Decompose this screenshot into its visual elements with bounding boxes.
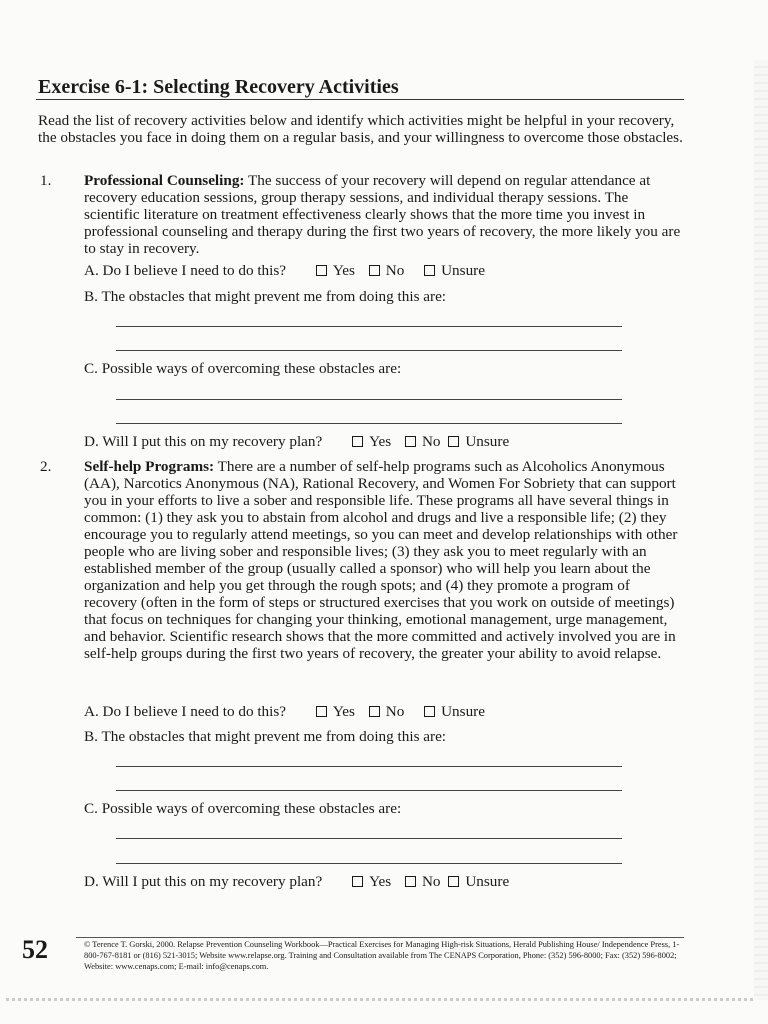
question-d [84,433,509,451]
option-yes[interactable]: Yes [352,433,391,451]
question-d [84,873,509,891]
item-heading: Self-help Programs: [84,458,215,475]
checkbox[interactable] [405,876,416,887]
checkbox[interactable] [448,876,459,887]
item-paragraph [84,172,684,257]
question-d-label: D. Will I put this on my recovery plan? [84,873,323,890]
checkbox[interactable] [369,706,380,717]
question-a [84,703,485,721]
checkbox[interactable] [424,706,435,717]
question-a-label: A. Do I believe I need to do this? [84,703,287,720]
item-body: There are a number of self-help programs such as Alcoholics Anonymous (AA), Narcotics Anonymous (NA), Rational Recovery, and Women For Sobriety that can support you in your efforts to live a sober and responsible life. These programs all have several things in common: (1) they ask you to abstain from alcohol and drugs and live a responsible life; (2) they encourage you to regularly attend meetings, so you can meet and develop relationships with other people who are living sober and responsible lives; (3) they ask you to meet regularly with an established member of the group (usually called a sponsor) who will help you learn about the organization and help you get through the rough spots; and (4) they promote a program of recovery (often in the form of steps or structured exercises that you work on outside of meetings) that focus on techniques for changing your thinking, emotional management, urge management, and behavior. Scientific research shows that the more committed and actively involved you are in self-help groups during the first two years of recovery, the greater your ability to avoid relapse. [84,458,678,662]
checkbox[interactable] [316,706,327,717]
write-in-line[interactable] [116,790,622,791]
write-in-line[interactable] [116,326,622,327]
checkbox[interactable] [369,265,380,276]
footer-citation: © Terence T. Gorski, 2000. Relapse Prevention Counseling Workbook—Practical Exercises for Managing High-risk Situations, Herald Publishing House/ Independence Press, 1-800-767-8181 or (816) 521-3015; Website www.relapse.org. Training and Consultation available from The CENAPS Corporation, Phone: (352) 596-8000; Fax: (352) 596-8002; Website: www.cenaps.com; E-mail: info@cenaps.com. [84,940,680,971]
checkbox[interactable] [424,265,435,276]
write-in-line[interactable] [116,399,622,400]
item-body: The success of your recovery will depend on regular attendance at recovery education sessions, group therapy sessions, and individual therapy sessions. The scientific literature on treatment effectiveness clearly shows that the more time you invest in professional counseling and therapy during the first two years of recovery, the more likely you are to stay in recovery. [84,172,681,257]
question-b: B. The obstacles that might prevent me from doing this are: [84,728,447,745]
footer-rule [76,937,684,938]
checkbox[interactable] [448,436,459,447]
item-number: 2. [40,458,52,475]
checkbox[interactable] [352,876,363,887]
scanned-page-edge [754,60,768,1000]
option-unsure[interactable]: Unsure [424,262,485,280]
option-yes[interactable]: Yes [352,873,391,891]
write-in-line[interactable] [116,838,622,839]
option-yes[interactable]: Yes [316,262,355,280]
option-unsure[interactable]: Unsure [448,433,509,451]
question-a [84,262,485,280]
option-no[interactable]: No [405,873,441,891]
write-in-line[interactable] [116,423,622,424]
option-unsure[interactable]: Unsure [424,703,485,721]
option-unsure[interactable]: Unsure [448,873,509,891]
question-d-label: D. Will I put this on my recovery plan? [84,433,323,450]
question-c: C. Possible ways of overcoming these obstacles are: [84,800,402,817]
option-yes[interactable]: Yes [316,703,355,721]
item-number: 1. [40,172,52,189]
write-in-line[interactable] [116,766,622,767]
option-no[interactable]: No [369,703,405,721]
option-no[interactable]: No [369,262,405,280]
write-in-line[interactable] [116,350,622,351]
title-rule [36,99,684,100]
exercise-title: Exercise 6-1: Selecting Recovery Activities [38,76,399,98]
item-paragraph [84,458,684,662]
write-in-line[interactable] [116,863,622,864]
page-number: 52 [22,935,48,964]
scanned-bottom-edge [6,998,756,1001]
exercise-intro: Read the list of recovery activities below and identify which activities might be helpful in your recovery, the obstacles you face in doing them on a regular basis, and your willingness to overcome those obstacles. [38,112,683,146]
checkbox[interactable] [352,436,363,447]
question-b: B. The obstacles that might prevent me from doing this are: [84,288,447,305]
item-heading: Professional Counseling: [84,172,245,189]
option-no[interactable]: No [405,433,441,451]
question-c: C. Possible ways of overcoming these obstacles are: [84,360,402,377]
checkbox[interactable] [405,436,416,447]
checkbox[interactable] [316,265,327,276]
question-a-label: A. Do I believe I need to do this? [84,262,287,279]
